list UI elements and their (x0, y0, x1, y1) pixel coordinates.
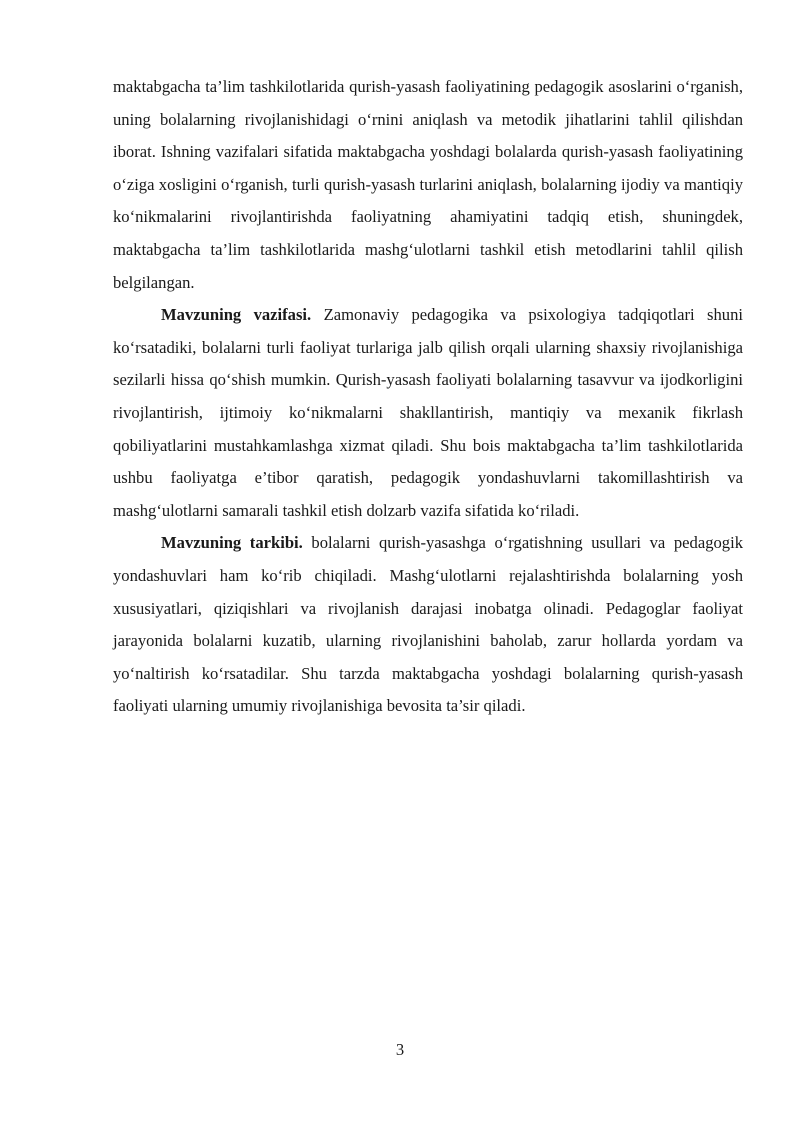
page-number: 3 (395, 1040, 405, 1059)
paragraph-heading: Mavzuning vazifasi. (161, 305, 312, 325)
paragraph-text: maktabgacha ta’lim tashkilotlarida qurish-yasash faoliyatining pedagogik asoslarini o‘rganish, uning bolalarning rivojlanishidagi o‘rnini aniqlash va metodik jihatlarini tahlil qilishdan iborat. Ishning vazifalari sifatida maktabgacha yoshdagi bolalarda qurish-yasash faoliyatining o‘ziga xosligini o‘rganish, turli qurish-yasash turlarini aniqlash, bolalarning ijodiy va mantiqiy ko‘nikmalarini rivojlantirishda faoliyatning ahamiyatini tadqiq etish, shuningdek, maktabgacha ta’lim tashkilotlarida mashg‘ulotlarni tashkil etish metodlarini tahlil qilish belgilangan. (113, 77, 743, 292)
paragraph-heading: Mavzuning tarkibi. (161, 533, 303, 553)
paragraph-tarkibi (113, 527, 743, 723)
paragraph-continuation (113, 71, 743, 299)
page-body (113, 71, 743, 723)
paragraph-text: Zamonaviy pedagogika va psixologiya tadqiqotlari shuni ko‘rsatadiki, bolalarni turli faoliyat turlariga jalb qilish orqali ularning shaxsiy rivojlanishiga sezilarli hissa qo‘shish mumkin. Qurish-yasash faoliyati bolalarning tasavvur va ijodkorligini rivojlantirish, ijtimoiy ko‘nikmalarni shakllantirish, mantiqiy va mexanik fikrlash qobiliyatlarini mustahkamlashga xizmat qiladi. Shu bois maktabgacha ta’lim tashkilotlarida ushbu faoliyatga e’tibor qaratish, pedagogik yondashuvlarni takomillashtirish va mashg‘ulotlarni samarali tashkil etish dolzarb vazifa sifatida ko‘riladi. (113, 305, 743, 520)
paragraph-text: bolalarni qurish-yasashga o‘rgatishning usullari va pedagogik yondashuvlari ham ko‘rib chiqiladi. Mashg‘ulotlarni rejalashtirishda bolalarning yosh xususiyatlari, qiziqishlari va rivojlanish darajasi inobatga olinadi. Pedagoglar faoliyat jarayonida bolalarni kuzatib, ularning rivojlanishini baholab, zarur hollarda yordam va yo‘naltirish ko‘rsatadilar. Shu tarzda maktabgacha yoshdagi bolalarning qurish-yasash faoliyati ularning umumiy rivojlanishiga bevosita ta’sir qiladi. (113, 533, 743, 716)
paragraph-vazifasi (113, 299, 743, 527)
